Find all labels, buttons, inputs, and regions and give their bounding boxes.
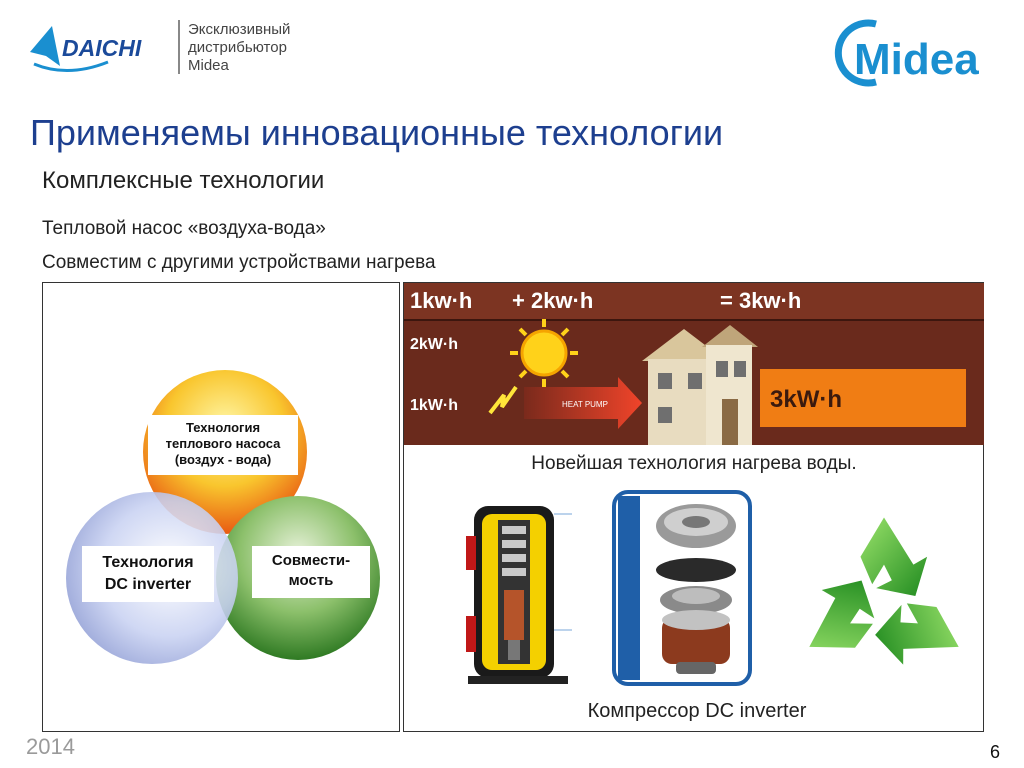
scroll-plate-icon [656, 504, 736, 548]
venn-label-dc-inverter-line-2: DC inverter [104, 576, 192, 593]
body-line-2: Совместим с другими устройствами нагрева [42, 252, 436, 273]
venn-label-compatibility [252, 546, 370, 598]
water-heating-caption: Новейшая технология нагрева воды. [531, 453, 857, 474]
page-number: 6 [989, 742, 1000, 762]
midea-logo [832, 18, 1002, 88]
venn-label-dc-inverter [82, 546, 214, 602]
venn-label-compatibility-line-2: мость [288, 572, 334, 589]
distributor-line-2: дистрибьютор [188, 39, 287, 56]
distributor-line-3: Midea [188, 57, 229, 74]
venn-label-compatibility-line-1: Совмести- [271, 552, 351, 569]
header-divider [178, 20, 180, 74]
midea-logo-text: Midea [854, 35, 979, 84]
daichi-logo-text: DAICHI [62, 35, 142, 61]
energy-row-label-1kwh: 1kW·h [410, 397, 458, 414]
energy-header-2kwh: + 2kw·h [512, 288, 594, 313]
energy-row-label-2kwh: 2kW·h [410, 336, 458, 353]
result-label: 3kW·h [770, 386, 842, 413]
footer-year: 2014 [26, 734, 75, 759]
heat-pump-arrow-label: HEAT PUMP [562, 400, 608, 409]
venn-label-heat-pump-line-2: теплового насоса [165, 436, 281, 451]
distributor-line-1: Эксклюзивный [188, 21, 291, 38]
venn-label-dc-inverter-line-1: Технология [102, 554, 194, 571]
recycle-icon [786, 496, 982, 692]
venn-label-heat-pump-line-1: Технология [185, 420, 261, 435]
energy-banner [404, 283, 984, 445]
compressor-exploded-image [612, 490, 752, 686]
venn-label-heat-pump [148, 415, 298, 475]
energy-header-1kwh: 1kw·h [410, 288, 473, 313]
page-subtitle: Комплексные технологии [42, 167, 325, 194]
daichi-logo-mark [30, 26, 60, 66]
venn-label-heat-pump-line-3: (воздух - вода) [174, 452, 272, 467]
daichi-logo [28, 22, 176, 74]
compressor-caption: Компрессор DC inverter [587, 700, 807, 722]
body-line-1: Тепловой насос «воздуха-вода» [42, 218, 326, 239]
page-title: Применяемы инновационные технологии [30, 112, 724, 153]
energy-header-3kwh: = 3kw·h [720, 288, 802, 313]
compressor-cutaway-image [458, 500, 578, 688]
